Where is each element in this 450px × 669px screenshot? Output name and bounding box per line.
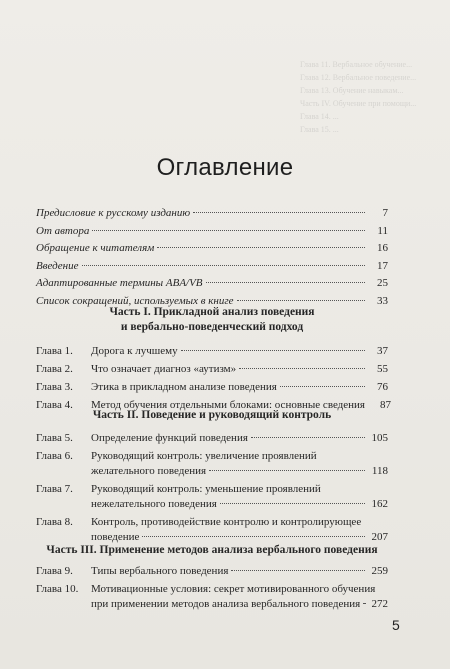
- chapter-number: Глава 1.: [36, 345, 73, 357]
- chapter-title-line: Руководящий контроль: уменьшение проявлений: [91, 483, 321, 495]
- part-heading[interactable]: [36, 305, 388, 335]
- chapter-number: Глава 6.: [36, 450, 73, 462]
- chapter-number: Глава 10.: [36, 583, 79, 595]
- chapter-page: 118: [371, 465, 388, 477]
- leader-dots: [92, 229, 365, 231]
- leader-dots: [251, 436, 365, 438]
- leader-dots: [82, 264, 365, 266]
- chapter-title-line: желательного поведения: [91, 465, 207, 477]
- entry-title: Предисловие к русскому изданию: [36, 207, 191, 219]
- chapter-number: Глава 8.: [36, 516, 73, 528]
- chapter-title-line: поведение: [91, 531, 140, 543]
- chapter-title-line: нежелательного поведения: [91, 498, 217, 510]
- chapter-title: Типы вербального поведения: [91, 565, 229, 577]
- entry-page: 17: [377, 259, 388, 272]
- part-heading[interactable]: [36, 408, 388, 423]
- chapter-title: Определение функций поведения: [91, 432, 248, 444]
- toc-entry[interactable]: [36, 276, 388, 291]
- chapter-title-line: Мотивационные условия: секрет мотивированного обучения: [91, 583, 376, 595]
- chapter-entry[interactable]: [36, 344, 388, 359]
- leader-dots: [239, 367, 365, 369]
- leader-dots: [280, 385, 365, 387]
- chapter-page: 55: [377, 363, 388, 375]
- leader-dots: [142, 535, 365, 537]
- part-heading-line: Часть I. Прикладной анализ поведения: [109, 306, 315, 318]
- entry-title: Список сокращений, используемых в книге: [36, 294, 234, 307]
- chapter-page: 76: [377, 381, 388, 393]
- part-3-chapters: [36, 564, 388, 615]
- chapter-page: 207: [371, 531, 388, 543]
- part-1-chapters: [36, 344, 391, 416]
- part-heading-line: и вербально-поведенческий подход: [120, 321, 304, 333]
- chapter-entry[interactable]: [36, 482, 388, 512]
- toc-entry[interactable]: [36, 241, 388, 256]
- chapter-number: Глава 9.: [36, 565, 73, 577]
- page-number: 5: [392, 617, 400, 633]
- chapter-title-line: Контроль, противодействие контролю и контролирующее: [91, 516, 362, 528]
- front-matter-list: [36, 206, 388, 312]
- chapter-title: Этика в прикладном анализе поведения: [91, 381, 277, 393]
- chapter-page: 259: [371, 565, 388, 577]
- chapter-entry[interactable]: [36, 431, 388, 446]
- chapter-page: 37: [377, 345, 388, 357]
- part-heading-line: Часть II. Поведение и руководящий контроль: [92, 409, 332, 421]
- chapter-entry[interactable]: [36, 564, 388, 579]
- leader-dots: [209, 469, 365, 471]
- ghost-line: Глава 15. ...: [300, 125, 339, 134]
- ghost-line: Глава 13. Обучение навыкам...: [300, 86, 404, 95]
- entry-title: Адаптированные термины ABA/VB: [36, 277, 203, 290]
- leader-dots: [363, 602, 365, 604]
- chapter-page: 105: [371, 432, 388, 444]
- chapter-title: Дорога к лучшему: [91, 345, 178, 357]
- toc-entry[interactable]: [36, 206, 388, 221]
- toc-entry[interactable]: [36, 224, 388, 239]
- chapter-entry[interactable]: [36, 380, 388, 395]
- chapter-title: Метод обучения отдельными блоками: основные сведения: [91, 399, 365, 411]
- chapter-number: Глава 2.: [36, 363, 73, 375]
- chapter-number: Глава 3.: [36, 381, 73, 393]
- toc-entry[interactable]: [36, 259, 388, 274]
- entry-page: 25: [377, 277, 388, 290]
- chapter-title-line: Руководящий контроль: увеличение проявлений: [91, 450, 317, 462]
- chapter-number: Глава 5.: [36, 432, 73, 444]
- part-2-chapters: [36, 431, 388, 548]
- part-heading[interactable]: [36, 543, 388, 558]
- ghost-line: Глава 14. ...: [300, 112, 339, 121]
- chapter-number: Глава 7.: [36, 483, 73, 495]
- chapter-page: 162: [371, 498, 388, 510]
- entry-page: 11: [377, 224, 388, 237]
- ghost-line: Часть IV. Обучение при помощи...: [300, 99, 417, 108]
- chapter-entry[interactable]: [36, 449, 388, 479]
- leader-dots: [220, 502, 365, 504]
- chapter-entry[interactable]: [36, 362, 388, 377]
- part-heading-line: Часть III. Применение методов анализа вербального поведения: [46, 544, 378, 556]
- chapter-page: 272: [371, 598, 388, 610]
- chapter-entry[interactable]: [36, 515, 388, 545]
- chapter-page: 87: [380, 399, 391, 411]
- entry-title: От автора: [36, 224, 90, 237]
- bleed-through-text: [300, 58, 450, 208]
- leader-dots: [206, 281, 365, 283]
- entry-page: 33: [377, 294, 388, 307]
- entry-page: 16: [377, 242, 388, 255]
- chapter-entry[interactable]: [36, 582, 388, 612]
- entry-title: Введение: [36, 259, 79, 272]
- leader-dots: [237, 299, 365, 301]
- leader-dots: [157, 246, 365, 248]
- leader-dots: [181, 349, 365, 351]
- ghost-line: Глава 12. Вербальное поведение...: [300, 73, 417, 82]
- entry-title: Обращение к читателям: [36, 242, 155, 255]
- chapter-number: Глава 4.: [36, 399, 73, 411]
- page-title: Оглавление: [156, 154, 294, 181]
- ghost-line: Глава 11. Вербальное обучение...: [300, 60, 413, 69]
- leader-dots: [231, 569, 365, 571]
- chapter-title: Что означает диагноз «аутизм»: [91, 363, 237, 375]
- entry-page: 7: [382, 207, 388, 219]
- leader-dots: [193, 211, 365, 213]
- chapter-title-line: при применении методов анализа вербального поведения: [91, 598, 361, 610]
